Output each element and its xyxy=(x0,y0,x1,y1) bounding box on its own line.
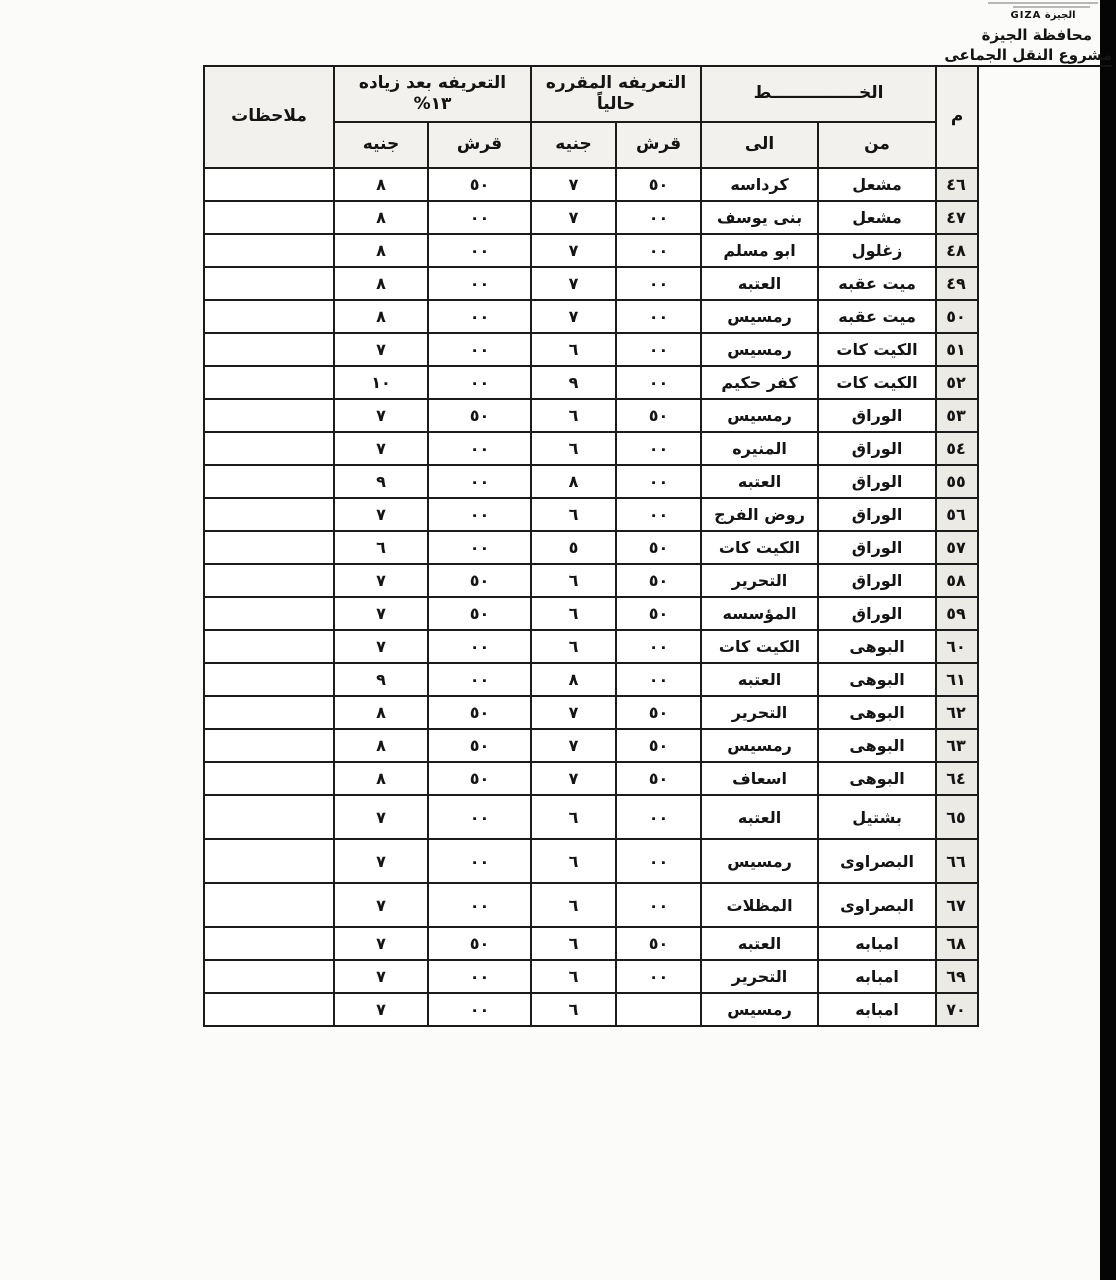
cell-qirsh-after: ٥٠ xyxy=(428,597,531,630)
cell-qirsh-after: ٥٠ xyxy=(428,762,531,795)
table-row xyxy=(204,201,978,234)
cell-to: اسعاف xyxy=(701,762,818,795)
governorate-title: محافظة الجيزة xyxy=(981,26,1092,44)
col-header-qirsh-after: قرش xyxy=(428,122,531,168)
cell-row-number: ٥١ xyxy=(936,333,978,366)
table-row xyxy=(204,597,978,630)
cell-to: العتبه xyxy=(701,927,818,960)
cell-qirsh-current: ٠٠ xyxy=(616,839,701,883)
cell-notes xyxy=(204,564,334,597)
col-header-from: من xyxy=(818,122,936,168)
cell-gineh-after: ١٠ xyxy=(334,366,428,399)
cell-gineh-current: ٦ xyxy=(531,839,616,883)
cell-gineh-current: ٦ xyxy=(531,960,616,993)
cell-from: امبابه xyxy=(818,927,936,960)
cell-gineh-after: ٧ xyxy=(334,927,428,960)
cell-qirsh-current: ٠٠ xyxy=(616,366,701,399)
cell-from: البوهى xyxy=(818,729,936,762)
cell-qirsh-after: ٥٠ xyxy=(428,564,531,597)
table-row xyxy=(204,531,978,564)
table-row xyxy=(204,630,978,663)
cell-qirsh-after: ٠٠ xyxy=(428,366,531,399)
table-row xyxy=(204,366,978,399)
col-header-gineh-current: جنيه xyxy=(531,122,616,168)
cell-qirsh-after: ٠٠ xyxy=(428,432,531,465)
stamp-text: الجيزة GIZA xyxy=(1010,10,1076,21)
cell-row-number: ٥٣ xyxy=(936,399,978,432)
cell-gineh-after: ٨ xyxy=(334,234,428,267)
cell-to: كفر حكيم xyxy=(701,366,818,399)
cell-qirsh-after: ٥٠ xyxy=(428,729,531,762)
cell-to: التحرير xyxy=(701,960,818,993)
cell-gineh-after: ٧ xyxy=(334,960,428,993)
cell-from: البوهى xyxy=(818,663,936,696)
cell-row-number: ٤٧ xyxy=(936,201,978,234)
cell-qirsh-after: ٠٠ xyxy=(428,883,531,927)
cell-row-number: ٥٩ xyxy=(936,597,978,630)
cell-from: ميت عقبه xyxy=(818,300,936,333)
cell-gineh-after: ٨ xyxy=(334,762,428,795)
cell-gineh-current: ٨ xyxy=(531,663,616,696)
cell-from: الكيت كات xyxy=(818,366,936,399)
cell-row-number: ٦٥ xyxy=(936,795,978,839)
cell-to: العتبه xyxy=(701,465,818,498)
cell-gineh-after: ٧ xyxy=(334,597,428,630)
cell-qirsh-after: ٠٠ xyxy=(428,663,531,696)
cell-gineh-current: ٦ xyxy=(531,597,616,630)
cell-notes xyxy=(204,267,334,300)
cell-row-number: ٤٩ xyxy=(936,267,978,300)
cell-gineh-after: ٨ xyxy=(334,267,428,300)
cell-qirsh-current: ٠٠ xyxy=(616,630,701,663)
cell-to: رمسيس xyxy=(701,729,818,762)
cell-from: البوهى xyxy=(818,762,936,795)
table-row xyxy=(204,465,978,498)
cell-from: البوهى xyxy=(818,630,936,663)
cell-to: العتبه xyxy=(701,267,818,300)
increased-tariff-line1: التعريفه بعد زياده xyxy=(358,72,507,93)
cell-row-number: ٥٦ xyxy=(936,498,978,531)
cell-gineh-after: ٧ xyxy=(334,399,428,432)
cell-to: رمسيس xyxy=(701,300,818,333)
cell-gineh-after: ٧ xyxy=(334,564,428,597)
cell-notes xyxy=(204,597,334,630)
cell-to: ابو مسلم xyxy=(701,234,818,267)
table-row xyxy=(204,300,978,333)
table-row xyxy=(204,795,978,839)
cell-gineh-current: ٧ xyxy=(531,201,616,234)
cell-qirsh-after: ٠٠ xyxy=(428,465,531,498)
project-title: مشروع النقل الجماعى xyxy=(944,46,1112,67)
cell-qirsh-current: ٠٠ xyxy=(616,663,701,696)
cell-from: البصراوى xyxy=(818,839,936,883)
cell-qirsh-current: ٠٠ xyxy=(616,432,701,465)
cell-to: الكيت كات xyxy=(701,531,818,564)
cell-gineh-after: ٨ xyxy=(334,300,428,333)
cell-notes xyxy=(204,465,334,498)
cell-to: التحرير xyxy=(701,696,818,729)
cell-notes xyxy=(204,366,334,399)
cell-qirsh-after: ٥٠ xyxy=(428,399,531,432)
cell-from: الوراق xyxy=(818,399,936,432)
cell-gineh-after: ٦ xyxy=(334,531,428,564)
cell-qirsh-current xyxy=(616,993,701,1026)
cell-from: البوهى xyxy=(818,696,936,729)
cell-notes xyxy=(204,234,334,267)
cell-gineh-after: ٨ xyxy=(334,168,428,201)
cell-from: امبابه xyxy=(818,960,936,993)
cell-gineh-after: ٩ xyxy=(334,663,428,696)
cell-gineh-after: ٧ xyxy=(334,883,428,927)
stamp-mark-line xyxy=(1013,6,1090,8)
cell-gineh-current: ٥ xyxy=(531,531,616,564)
cell-qirsh-after: ٠٠ xyxy=(428,498,531,531)
cell-from: الوراق xyxy=(818,597,936,630)
cell-qirsh-current: ٠٠ xyxy=(616,465,701,498)
table-row xyxy=(204,927,978,960)
cell-notes xyxy=(204,696,334,729)
table-row xyxy=(204,168,978,201)
cell-notes xyxy=(204,729,334,762)
cell-gineh-after: ٧ xyxy=(334,630,428,663)
table-row xyxy=(204,663,978,696)
cell-from: الوراق xyxy=(818,498,936,531)
cell-gineh-current: ٦ xyxy=(531,993,616,1026)
cell-from: زغلول xyxy=(818,234,936,267)
cell-qirsh-current: ٥٠ xyxy=(616,696,701,729)
cell-qirsh-after: ٠٠ xyxy=(428,993,531,1026)
cell-qirsh-after: ٠٠ xyxy=(428,795,531,839)
table-row xyxy=(204,762,978,795)
cell-to: رمسيس xyxy=(701,333,818,366)
table-row xyxy=(204,729,978,762)
cell-from: ميت عقبه xyxy=(818,267,936,300)
cell-qirsh-current: ٥٠ xyxy=(616,729,701,762)
table-row xyxy=(204,960,978,993)
table-row xyxy=(204,564,978,597)
cell-to: المظلات xyxy=(701,883,818,927)
table-row xyxy=(204,993,978,1026)
cell-gineh-current: ٦ xyxy=(531,498,616,531)
cell-gineh-after: ٨ xyxy=(334,729,428,762)
cell-qirsh-current: ٥٠ xyxy=(616,927,701,960)
cell-gineh-current: ٦ xyxy=(531,333,616,366)
tariff-table-body xyxy=(204,168,978,1026)
cell-notes xyxy=(204,498,334,531)
cell-qirsh-after: ٥٠ xyxy=(428,168,531,201)
cell-gineh-after: ٩ xyxy=(334,465,428,498)
cell-from: الوراق xyxy=(818,432,936,465)
cell-from: البصراوى xyxy=(818,883,936,927)
cell-gineh-after: ٨ xyxy=(334,696,428,729)
col-header-notes: ملاحظات xyxy=(204,66,334,168)
cell-row-number: ٦٦ xyxy=(936,839,978,883)
cell-qirsh-current: ٥٠ xyxy=(616,168,701,201)
cell-qirsh-current: ٠٠ xyxy=(616,333,701,366)
cell-notes xyxy=(204,201,334,234)
cell-gineh-current: ٧ xyxy=(531,267,616,300)
cell-qirsh-after: ٠٠ xyxy=(428,630,531,663)
cell-gineh-current: ٧ xyxy=(531,762,616,795)
cell-qirsh-after: ٠٠ xyxy=(428,300,531,333)
cell-from: الوراق xyxy=(818,465,936,498)
table-row xyxy=(204,234,978,267)
cell-gineh-current: ٧ xyxy=(531,168,616,201)
cell-qirsh-current: ٠٠ xyxy=(616,267,701,300)
table-row xyxy=(204,333,978,366)
tariff-table-header xyxy=(204,66,978,168)
table-row xyxy=(204,267,978,300)
cell-qirsh-after: ٠٠ xyxy=(428,234,531,267)
cell-qirsh-current: ٥٠ xyxy=(616,399,701,432)
cell-gineh-current: ٧ xyxy=(531,729,616,762)
cell-qirsh-current: ٠٠ xyxy=(616,883,701,927)
cell-to: المؤسسه xyxy=(701,597,818,630)
cell-qirsh-after: ٠٠ xyxy=(428,839,531,883)
scan-edge-strip xyxy=(1100,0,1116,1280)
cell-notes xyxy=(204,993,334,1026)
cell-row-number: ٥٢ xyxy=(936,366,978,399)
cell-qirsh-after: ٠٠ xyxy=(428,201,531,234)
current-tariff-line1: التعريفه المقرره xyxy=(545,72,687,93)
cell-row-number: ٦٤ xyxy=(936,762,978,795)
cell-row-number: ٦١ xyxy=(936,663,978,696)
col-header-current-tariff-group xyxy=(531,66,701,122)
cell-row-number: ٥٤ xyxy=(936,432,978,465)
cell-gineh-current: ٦ xyxy=(531,883,616,927)
cell-qirsh-current: ٠٠ xyxy=(616,201,701,234)
giza-stamp xyxy=(988,0,1098,21)
col-header-qirsh-current: قرش xyxy=(616,122,701,168)
cell-gineh-after: ٧ xyxy=(334,795,428,839)
cell-row-number: ٦٣ xyxy=(936,729,978,762)
cell-qirsh-after: ٥٠ xyxy=(428,927,531,960)
cell-from: الكيت كات xyxy=(818,333,936,366)
cell-to: كرداسه xyxy=(701,168,818,201)
cell-qirsh-current: ٥٠ xyxy=(616,564,701,597)
cell-qirsh-current: ٥٠ xyxy=(616,762,701,795)
cell-row-number: ٦٠ xyxy=(936,630,978,663)
cell-to: روض الفرج xyxy=(701,498,818,531)
cell-gineh-current: ٨ xyxy=(531,465,616,498)
cell-gineh-after: ٨ xyxy=(334,201,428,234)
cell-to: رمسيس xyxy=(701,839,818,883)
cell-gineh-current: ٦ xyxy=(531,630,616,663)
cell-to: رمسيس xyxy=(701,399,818,432)
cell-to: بنى يوسف xyxy=(701,201,818,234)
cell-notes xyxy=(204,300,334,333)
cell-notes xyxy=(204,168,334,201)
table-row xyxy=(204,399,978,432)
cell-from: الوراق xyxy=(818,564,936,597)
cell-to: الكيت كات xyxy=(701,630,818,663)
table-row xyxy=(204,839,978,883)
cell-gineh-current: ٦ xyxy=(531,795,616,839)
cell-row-number: ٦٢ xyxy=(936,696,978,729)
cell-gineh-after: ٧ xyxy=(334,333,428,366)
cell-notes xyxy=(204,927,334,960)
table-row xyxy=(204,883,978,927)
cell-row-number: ٤٦ xyxy=(936,168,978,201)
cell-row-number: ٦٨ xyxy=(936,927,978,960)
cell-gineh-after: ٧ xyxy=(334,993,428,1026)
cell-gineh-after: ٧ xyxy=(334,839,428,883)
cell-qirsh-after: ٠٠ xyxy=(428,267,531,300)
cell-from: مشعل xyxy=(818,168,936,201)
table-row xyxy=(204,432,978,465)
col-header-gineh-after: جنيه xyxy=(334,122,428,168)
cell-gineh-current: ٧ xyxy=(531,696,616,729)
cell-row-number: ٥٥ xyxy=(936,465,978,498)
table-row xyxy=(204,696,978,729)
cell-gineh-current: ٦ xyxy=(531,399,616,432)
cell-to: رمسيس xyxy=(701,993,818,1026)
cell-qirsh-current: ٠٠ xyxy=(616,960,701,993)
col-header-line-group: الخـــــــــــــــط xyxy=(701,66,936,122)
cell-gineh-current: ٦ xyxy=(531,927,616,960)
cell-notes xyxy=(204,531,334,564)
cell-gineh-current: ٧ xyxy=(531,300,616,333)
tariff-table xyxy=(203,65,979,1027)
cell-row-number: ٥٧ xyxy=(936,531,978,564)
cell-notes xyxy=(204,663,334,696)
cell-gineh-after: ٧ xyxy=(334,498,428,531)
cell-notes xyxy=(204,883,334,927)
cell-row-number: ٥٨ xyxy=(936,564,978,597)
cell-gineh-current: ٩ xyxy=(531,366,616,399)
cell-from: بشتيل xyxy=(818,795,936,839)
cell-to: المنيره xyxy=(701,432,818,465)
cell-qirsh-current: ٠٠ xyxy=(616,498,701,531)
cell-notes xyxy=(204,432,334,465)
cell-from: امبابه xyxy=(818,993,936,1026)
cell-from: مشعل xyxy=(818,201,936,234)
cell-qirsh-current: ٠٠ xyxy=(616,300,701,333)
stamp-mark-line xyxy=(988,2,1098,4)
cell-to: التحرير xyxy=(701,564,818,597)
cell-row-number: ٦٩ xyxy=(936,960,978,993)
cell-gineh-current: ٦ xyxy=(531,564,616,597)
cell-to: العتبه xyxy=(701,663,818,696)
cell-row-number: ٧٠ xyxy=(936,993,978,1026)
cell-qirsh-after: ٠٠ xyxy=(428,333,531,366)
cell-notes xyxy=(204,762,334,795)
cell-row-number: ٥٠ xyxy=(936,300,978,333)
cell-qirsh-current: ٠٠ xyxy=(616,795,701,839)
cell-gineh-after: ٧ xyxy=(334,432,428,465)
cell-notes xyxy=(204,960,334,993)
cell-qirsh-after: ٥٠ xyxy=(428,696,531,729)
cell-to: العتبه xyxy=(701,795,818,839)
cell-notes xyxy=(204,795,334,839)
table-row xyxy=(204,498,978,531)
cell-from: الوراق xyxy=(818,531,936,564)
col-header-to: الى xyxy=(701,122,818,168)
cell-row-number: ٦٧ xyxy=(936,883,978,927)
cell-row-number: ٤٨ xyxy=(936,234,978,267)
cell-gineh-current: ٦ xyxy=(531,432,616,465)
cell-qirsh-after: ٠٠ xyxy=(428,960,531,993)
cell-notes xyxy=(204,399,334,432)
current-tariff-line2: حالياً xyxy=(596,94,636,114)
cell-notes xyxy=(204,839,334,883)
cell-qirsh-current: ٥٠ xyxy=(616,531,701,564)
cell-notes xyxy=(204,333,334,366)
col-header-increased-tariff-group xyxy=(334,66,531,122)
cell-gineh-current: ٧ xyxy=(531,234,616,267)
increased-tariff-line2: ١٣% xyxy=(413,94,452,114)
cell-qirsh-after: ٠٠ xyxy=(428,531,531,564)
cell-notes xyxy=(204,630,334,663)
col-header-number: م xyxy=(936,66,978,168)
cell-qirsh-current: ٥٠ xyxy=(616,597,701,630)
cell-qirsh-current: ٠٠ xyxy=(616,234,701,267)
